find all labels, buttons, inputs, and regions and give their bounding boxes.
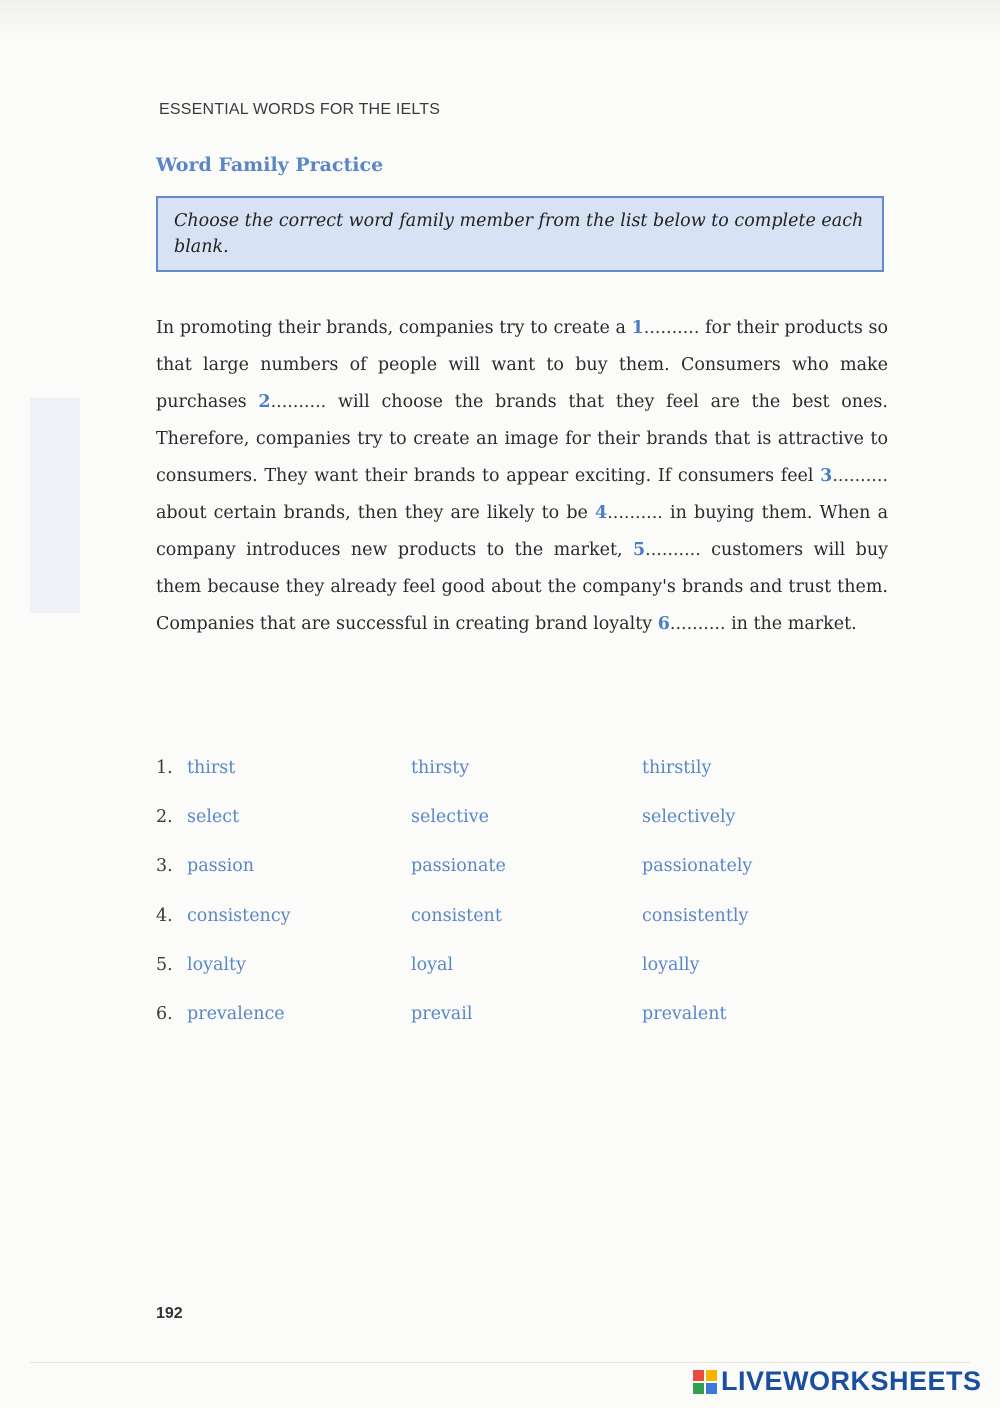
passage-text: for their products so that large numbers of people will want to buy them. Consumers who make purchases: [156, 318, 888, 412]
option-row-5: [156, 955, 888, 1004]
side-tab-decoration: [30, 398, 80, 613]
logo-square-icon: [693, 1383, 704, 1394]
option-row-6: [156, 1004, 888, 1053]
liveworksheets-logo[interactable]: [693, 1366, 982, 1397]
option-row-4: [156, 906, 888, 955]
option-row-3: [156, 856, 888, 905]
blank-3[interactable]: ..........: [832, 466, 888, 486]
page-number: 192: [156, 1305, 183, 1322]
passage-text: in the market.: [725, 614, 857, 634]
passage-text: customers will buy them because they already feel good about the company's brands and trust them. Companies that are successful in creating brand loyalty: [156, 540, 888, 634]
passage: [156, 310, 888, 643]
passage-text: will choose the brands that they feel are the best ones. Therefore, companies try to create an image for their brands that is attractive to consumers. They want their brands to appear exciting. If consumers feel: [156, 392, 888, 486]
option-number: 1.: [156, 758, 173, 778]
logo-text: LIVEWORKSHEETS: [721, 1366, 982, 1396]
instruction-text: Choose the correct word family member from the list below to complete each blank.: [174, 211, 864, 257]
option-adjective[interactable]: selective: [411, 807, 489, 828]
option-number: 2.: [156, 807, 173, 828]
option-number: 4.: [156, 905, 173, 926]
blank-number-6: 6: [657, 614, 670, 634]
blank-number-4: 4: [595, 503, 608, 523]
option-adverb[interactable]: thirstily: [642, 758, 712, 778]
option-adjective[interactable]: prevalent: [642, 1003, 727, 1024]
option-adjective[interactable]: consistent: [411, 905, 502, 926]
option-noun[interactable]: loyalty: [187, 954, 246, 975]
option-number: 5.: [156, 954, 173, 975]
blank-number-5: 5: [632, 540, 646, 560]
blank-5[interactable]: ..........: [645, 540, 701, 560]
option-adverb[interactable]: loyally: [642, 954, 700, 975]
option-adjective[interactable]: loyal: [411, 954, 454, 975]
option-number: 6.: [156, 1003, 173, 1024]
instruction-box: [156, 196, 884, 272]
option-adjective[interactable]: passionate: [411, 856, 506, 877]
word-options-list: [156, 758, 888, 1053]
footer-divider: [30, 1362, 970, 1363]
blank-6[interactable]: ..........: [669, 614, 726, 634]
option-verb[interactable]: prevail: [411, 1003, 473, 1024]
blank-2[interactable]: ..........: [270, 392, 327, 412]
option-row-2: [156, 807, 888, 856]
option-adjective[interactable]: thirsty: [411, 758, 470, 778]
blank-number-3: 3: [820, 466, 833, 486]
option-verb[interactable]: select: [187, 807, 240, 828]
option-adverb[interactable]: consistently: [642, 905, 749, 926]
logo-mark-icon: [693, 1370, 717, 1394]
option-noun[interactable]: thirst: [187, 758, 236, 778]
passage-text: about certain brands, then they are likely to be: [156, 503, 596, 523]
running-head: ESSENTIAL WORDS FOR THE IELTS: [159, 101, 441, 118]
page-top-shadow: [0, 0, 1000, 40]
option-adverb[interactable]: passionately: [642, 856, 753, 877]
option-row-1: [156, 758, 888, 807]
logo-square-icon: [693, 1370, 704, 1381]
blank-4[interactable]: ..........: [607, 503, 663, 523]
blank-number-2: 2: [258, 392, 271, 412]
option-adverb[interactable]: selectively: [642, 807, 736, 828]
option-noun[interactable]: passion: [187, 856, 255, 877]
logo-square-icon: [706, 1370, 717, 1381]
passage-text: in buying them. When a company introduces new products to the market,: [156, 503, 889, 560]
blank-number-1: 1: [631, 318, 644, 338]
passage-text: In promoting their brands, companies try to create a: [156, 318, 632, 338]
blank-1[interactable]: ..........: [643, 318, 700, 338]
option-noun[interactable]: consistency: [187, 905, 291, 926]
section-title: Word Family Practice: [156, 154, 384, 176]
option-noun[interactable]: prevalence: [187, 1003, 285, 1024]
logo-square-icon: [706, 1383, 717, 1394]
option-number: 3.: [156, 856, 173, 877]
